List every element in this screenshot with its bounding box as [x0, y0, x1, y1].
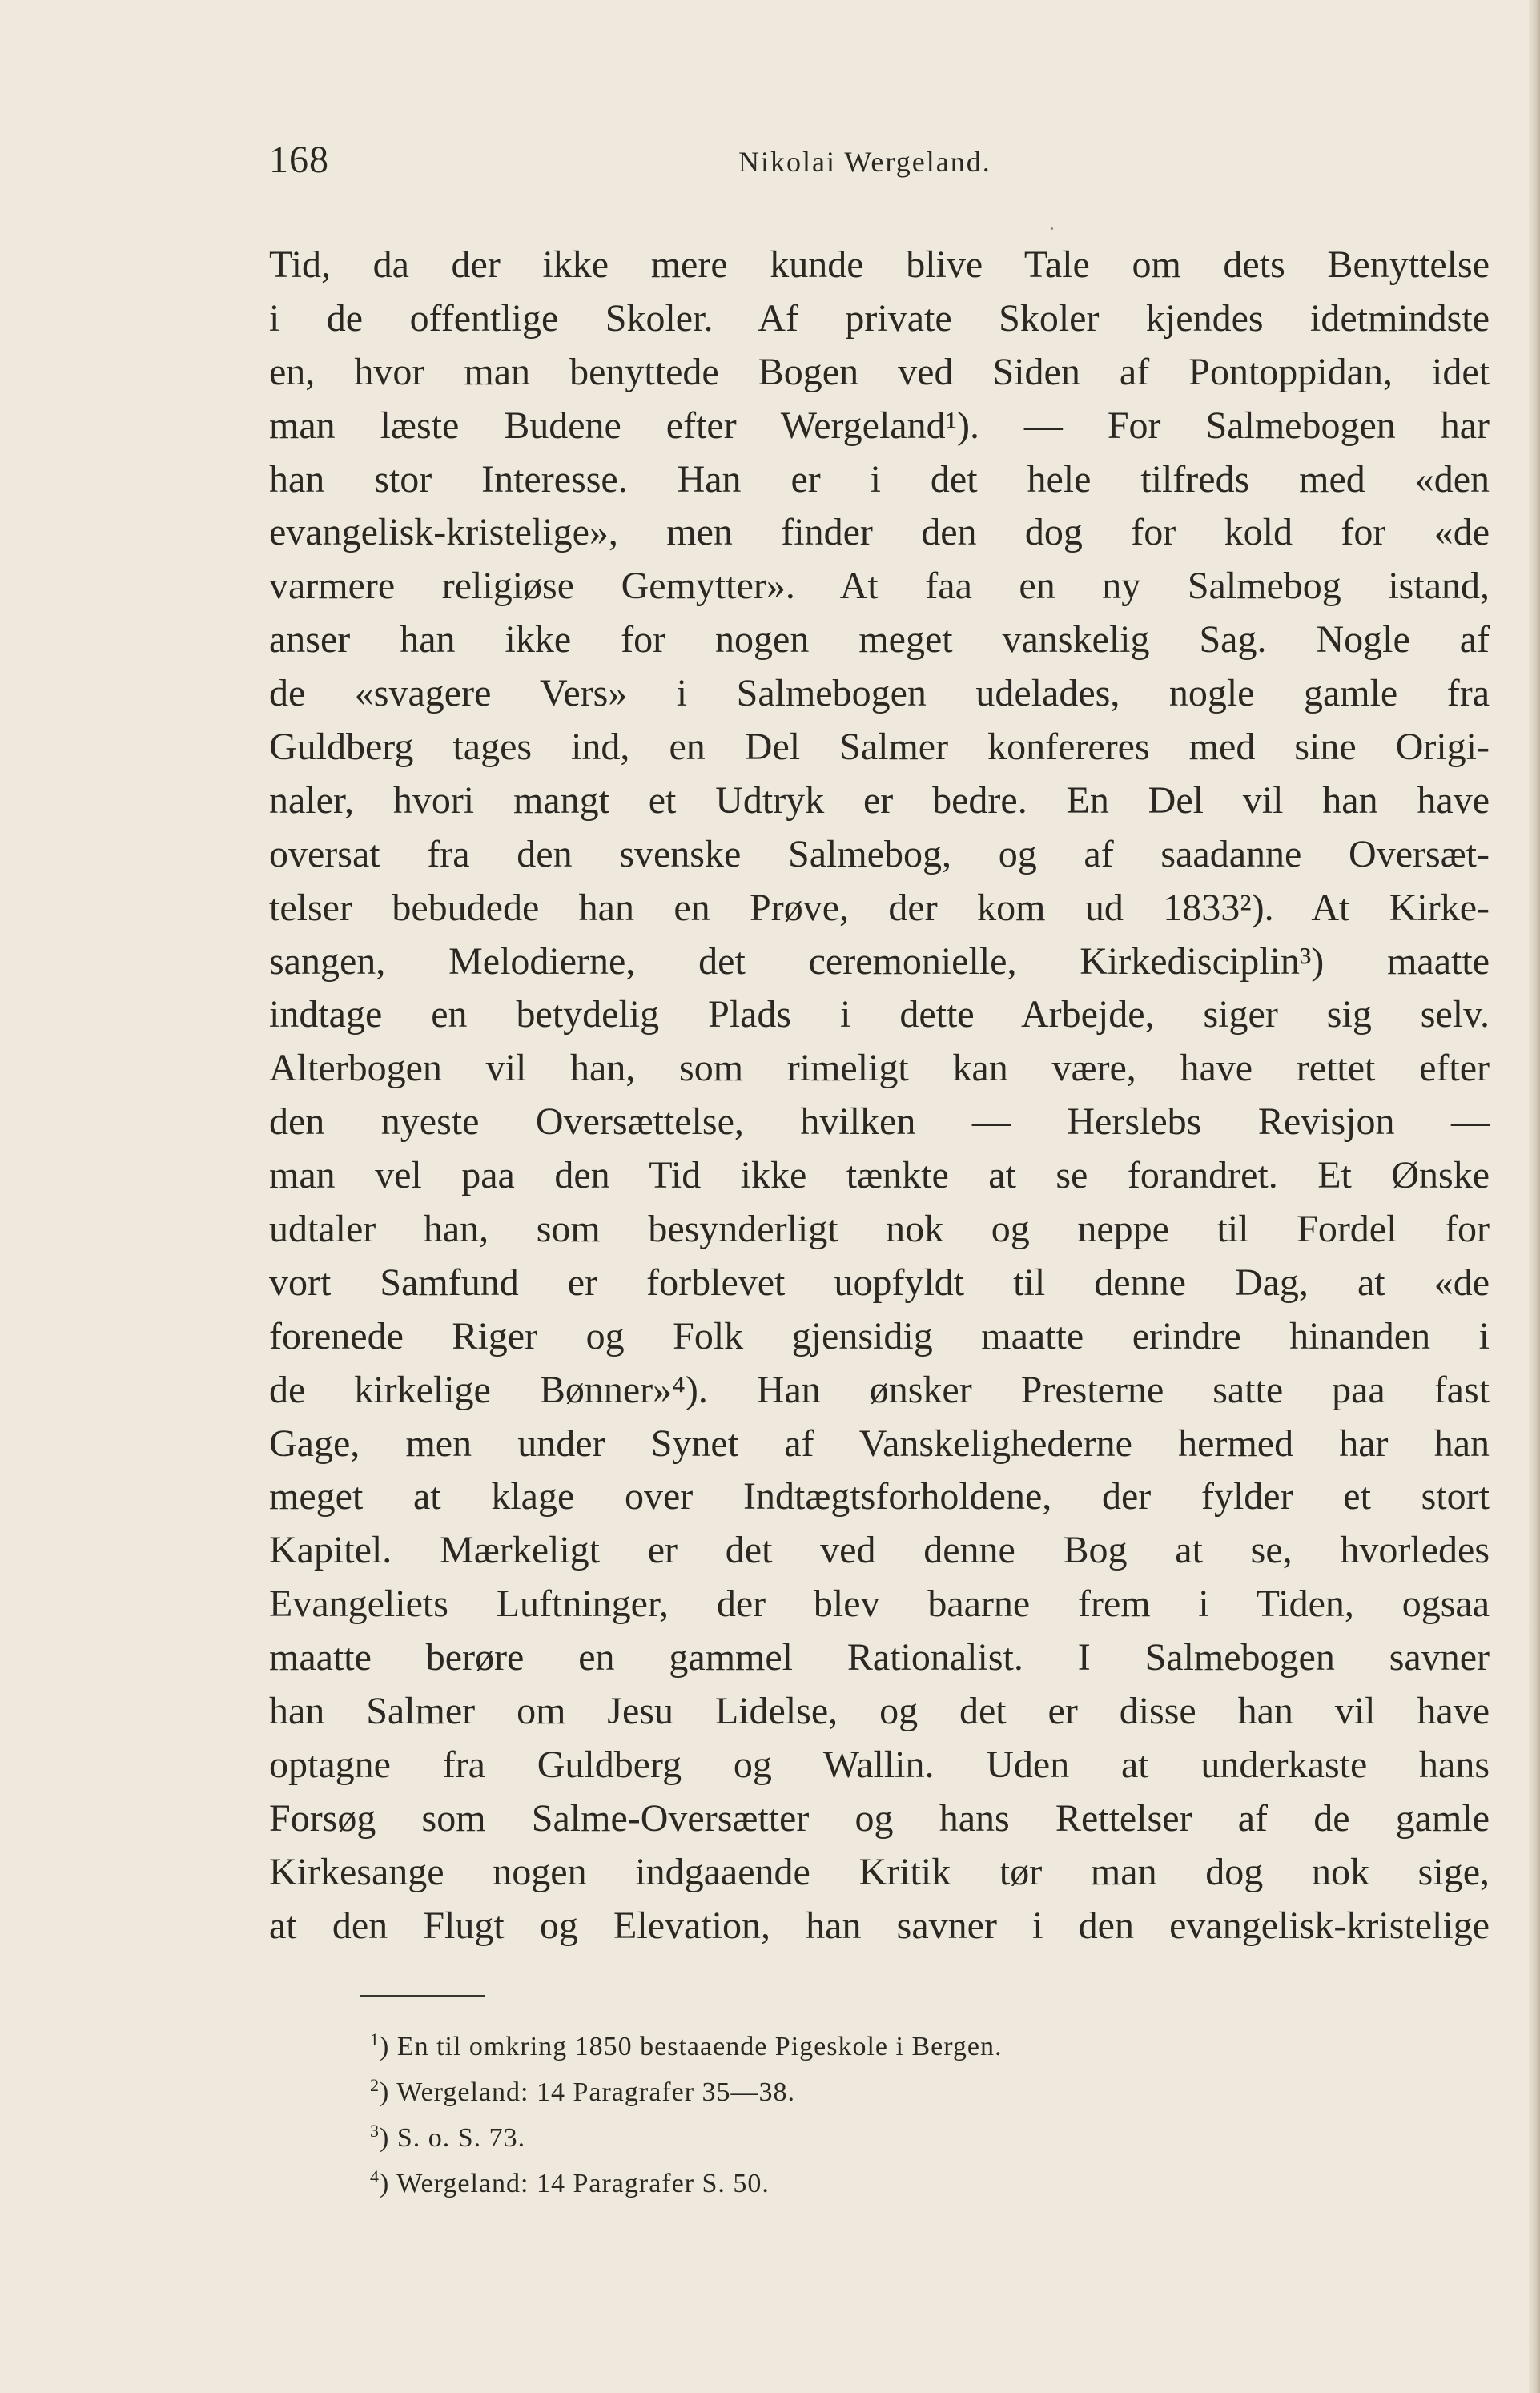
text-line: telser bebudede han en Prøve, der kom ud 1833²). At Kirke-: [269, 886, 1490, 929]
text-line: Guldberg tages ind, en Del Salmer konfereres med sine Origi-: [269, 726, 1490, 769]
footnote: [370, 2017, 1411, 2062]
text-line: Gage, men under Synet af Vanskelighederne hermed har han: [269, 1422, 1490, 1465]
running-head: Nikolai Wergeland.: [738, 146, 991, 178]
page-number: 168: [269, 139, 329, 181]
footnote-text: En til omkring 1850 bestaaende Pigeskole i Bergen.: [396, 2032, 1003, 2061]
text-line: maatte berøre en gammel Rationalist. I Salmebogen savner: [269, 1636, 1490, 1679]
text-line: en, hvor man benyttede Bogen ved Siden af Pontoppidan, idet: [269, 350, 1490, 393]
text-line: den nyeste Oversættelse, hvilken — Herslebs Revisjon —: [269, 1100, 1490, 1144]
text-line: at den Flugt og Elevation, han savner i den evangelisk-kristelige: [269, 1904, 1490, 1947]
footnote-paren: ): [380, 2077, 397, 2107]
footnote-paren: ): [380, 2169, 397, 2198]
footnote-text: S. o. S. 73.: [396, 2123, 526, 2153]
text-line: evangelisk-kristelige», men finder den dog for kold for «de: [269, 511, 1490, 554]
page-edge: [1529, 0, 1540, 2393]
footnote-paren: ): [380, 2032, 397, 2061]
text-line: i de offentlige Skoler. Af private Skoler kjendes idetmindste: [269, 296, 1490, 340]
text-line: naler, hvori mangt et Udtryk er bedre. En Del vil han have: [269, 778, 1490, 822]
text-line: meget at klage over Indtægtsforholdene, der fylder et stort: [269, 1475, 1490, 1518]
footnote-mark: 3: [370, 2121, 380, 2141]
text-line: indtage en betydelig Plads i dette Arbejde, siger sig selv.: [269, 993, 1490, 1036]
footnote: [370, 2154, 1411, 2199]
footnote-rule: [360, 1995, 485, 1997]
footnote-mark: 2: [370, 2075, 380, 2095]
page-header: [269, 136, 1486, 184]
footnotes: [370, 2017, 1411, 2199]
text-line: oversat fra den svenske Salmebog, og af saadanne Oversæt-: [269, 832, 1490, 875]
footnote: [370, 2108, 1411, 2154]
print-speck: [1051, 227, 1053, 230]
text-line: Tid, da der ikke mere kunde blive Tale om dets Benyttelse: [269, 243, 1490, 286]
text-line: Kirkesange nogen indgaaende Kritik tør man dog nok sige,: [269, 1850, 1490, 1893]
text-line: Forsøg som Salme-Oversætter og hans Rettelser af de gamle: [269, 1796, 1490, 1840]
text-line: vort Samfund er forblevet uopfyldt til denne Dag, at «de: [269, 1261, 1490, 1304]
text-line: anser han ikke for nogen meget vanskelig Sag. Nogle af: [269, 618, 1490, 662]
footnote-mark: 1: [370, 2029, 380, 2049]
text-line: man vel paa den Tid ikke tænkte at se forandret. Et Ønske: [269, 1154, 1490, 1197]
footnote-text: Wergeland: 14 Paragrafer 35—38.: [396, 2077, 796, 2107]
footnote-text: Wergeland: 14 Paragrafer S. 50.: [396, 2169, 770, 2198]
body-text: [269, 239, 1490, 1953]
footnote: [370, 2062, 1411, 2108]
text-line: man læste Budene efter Wergeland¹). — For Salmebogen har: [269, 404, 1490, 447]
text-line: han stor Interesse. Han er i det hele tilfreds med «den: [269, 457, 1490, 501]
footnote-mark: 4: [370, 2166, 380, 2186]
text-line: sangen, Melodierne, det ceremonielle, Kirkedisciplin³) maatte: [269, 939, 1490, 983]
text-line: de «svagere Vers» i Salmebogen udelades, nogle gamle fra: [269, 672, 1490, 715]
text-line: de kirkelige Bønner»⁴). Han ønsker Presterne satte paa fast: [269, 1368, 1490, 1411]
text-line: Evangeliets Luftninger, der blev baarne frem i Tiden, ogsaa: [269, 1583, 1490, 1626]
text-line: han Salmer om Jesu Lidelse, og det er disse han vil have: [269, 1690, 1490, 1733]
text-line: Alterbogen vil han, som rimeligt kan være, have rettet efter: [269, 1047, 1490, 1090]
text-line: optagne fra Guldberg og Wallin. Uden at underkaste hans: [269, 1743, 1490, 1786]
footnote-paren: ): [380, 2123, 397, 2153]
text-line: forenede Riger og Folk gjensidig maatte erindre hinanden i: [269, 1314, 1490, 1357]
text-line: varmere religiøse Gemytter». At faa en ny Salmebog istand,: [269, 565, 1490, 608]
text-line: Kapitel. Mærkeligt er det ved denne Bog at se, hvorledes: [269, 1529, 1490, 1572]
text-line: udtaler han, som besynderligt nok og neppe til Fordel for: [269, 1208, 1490, 1251]
